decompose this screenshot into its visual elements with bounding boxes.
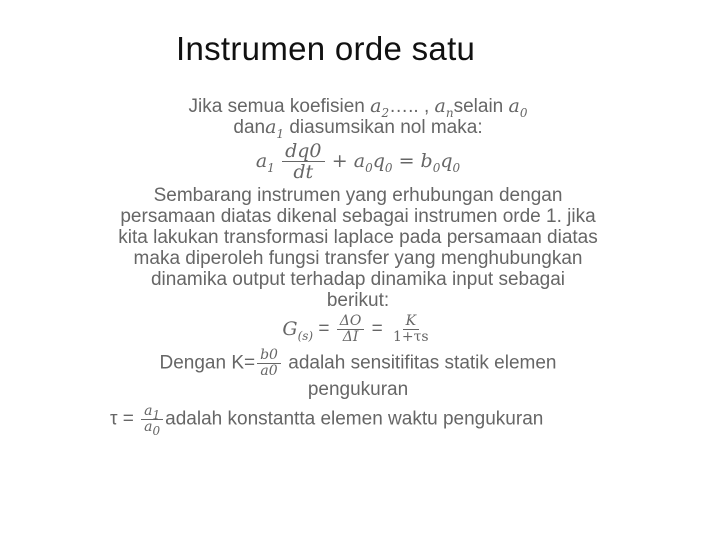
tau-definition — [98, 403, 618, 438]
intro-assumption: diasumsikan nol maka: — [284, 117, 483, 138]
k-prefix: Dengan K= — [159, 352, 256, 374]
intro-selain: selain — [453, 96, 509, 117]
equation-transfer-function: $G_{(s)}$ = $\frac{\Delta O}{\Delta I}$ = $\frac{K}{1+\tau s}$ — [98, 314, 618, 345]
coef-a1: $a_1$ — [265, 116, 285, 141]
intro-dan: dan — [233, 117, 266, 138]
eq2-ratio: $\frac{\Delta O}{\Delta I}$ — [337, 314, 365, 345]
coef-a0: $a_0$ — [508, 95, 528, 120]
paragraph-line: persamaan diatas dikenal sebagai instrumen orde 1. jika — [120, 206, 596, 227]
paragraph-line: berikut: — [326, 290, 390, 311]
equation-first-order — [98, 141, 618, 182]
k-suffix: adalah sensitifitas statik elemen — [282, 352, 557, 374]
tau-prefix: τ = — [110, 408, 140, 430]
k-fraction: $\frac{b0}{a0}$ — [257, 348, 281, 379]
eq1-coef: $a_1$ — [255, 149, 275, 175]
intro-dots: ….. , — [389, 96, 435, 117]
tau-fraction: $\frac{a_1}{a_0}$ — [141, 404, 163, 435]
k-definition-line-2: pengukuran — [307, 379, 409, 400]
paragraph-line: kita lakukan transformasi laplace pada persamaan diatas — [118, 227, 598, 248]
intro-text: Jika semua koefisien — [188, 96, 371, 117]
k-definition — [98, 348, 618, 379]
eq1-derivative: $\frac{dq0}{dt}$ — [282, 141, 324, 182]
coef-a2: $a_2$ — [370, 95, 390, 120]
tau-suffix: adalah konstantta elemen waktu pengukuran — [165, 408, 544, 430]
intro-line-2 — [98, 116, 618, 141]
paragraph-line: Sembarang instrumen yang erhubungan dengan — [153, 185, 563, 206]
eq2-transfer: $\frac{K}{1+\tau s}$ — [393, 313, 429, 345]
coef-an: $a_n$ — [434, 95, 454, 120]
slide-title: Instrumen orde satu — [176, 30, 476, 67]
paragraph-line: dinamika output terhadap dinamika input sebagai — [150, 269, 566, 290]
eq2-lhs: $G_{(s)}$ — [282, 317, 314, 343]
paragraph-line: maka diperoleh fungsi transfer yang menghubungkan — [133, 248, 583, 269]
description-paragraph — [98, 185, 618, 311]
intro-line-1 — [98, 95, 618, 120]
slide-body — [98, 95, 618, 438]
eq1-rest: + $a_0q_0 = b_0q_0$ — [331, 149, 461, 175]
